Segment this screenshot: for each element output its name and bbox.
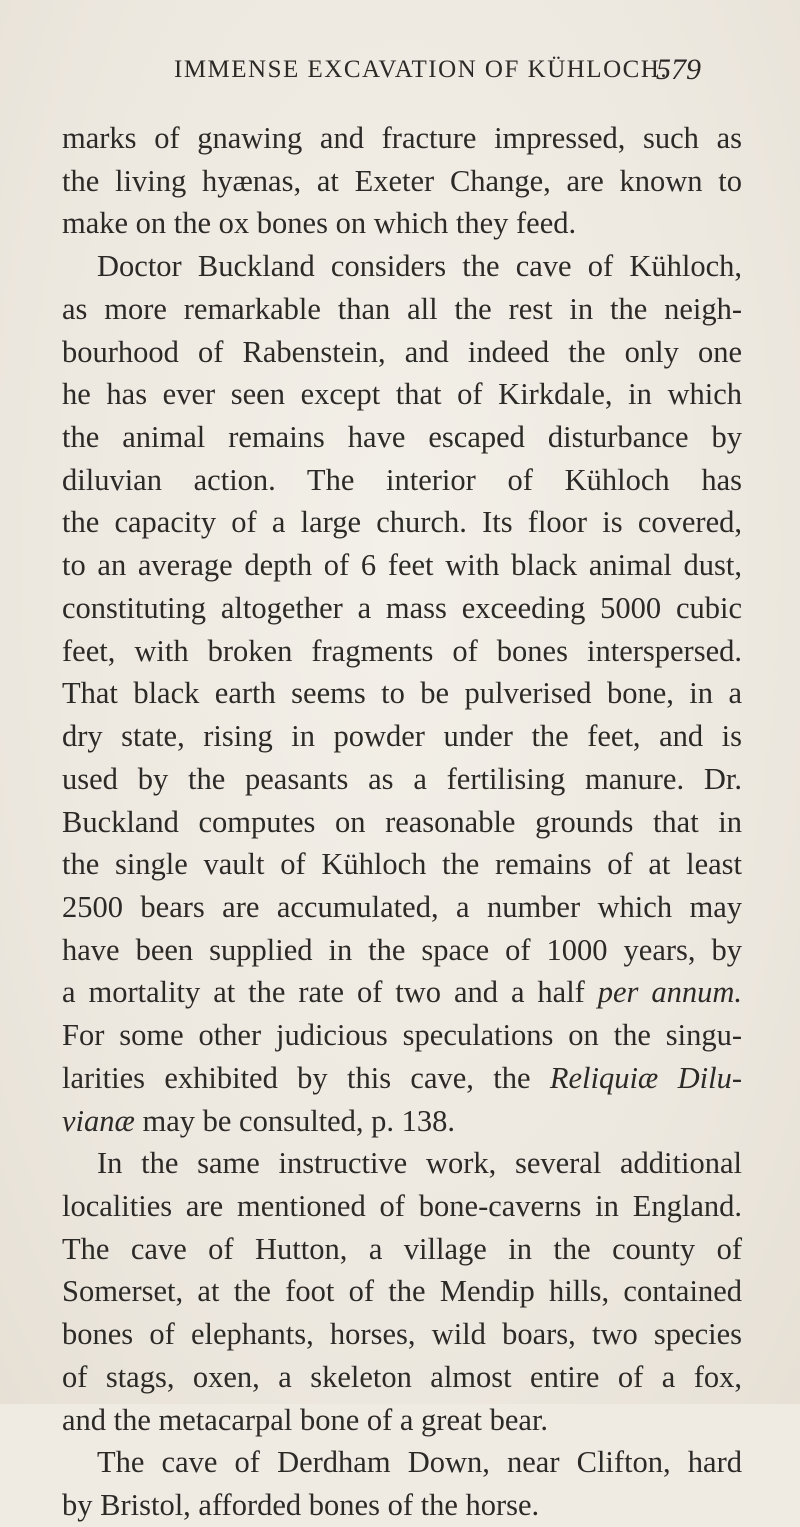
text-line: feet, with broken fragments of bones interspersed. [62,633,742,668]
text-line: dry state, rising in powder under the feet, and is [62,719,742,754]
text-line: the animal remains have escaped disturbance by [62,420,742,455]
text-line: and the metacarpal bone of a great bear. [62,1402,549,1437]
text-line: That black earth seems to be pulverised bone, in a [62,676,742,711]
text-line: In the same instructive work, several additional [97,1146,742,1181]
text-line: of stags, oxen, a skeleton almost entire of a fox, [62,1359,742,1394]
body-text [62,117,742,1527]
text-line: the living hyænas, at Exeter Change, are known to [62,163,742,198]
page-number: 579 [656,53,701,86]
text-run: a mortality at the rate of two and a half [62,975,598,1010]
italic-text: vianæ [62,1103,135,1138]
text-line: to an average depth of 6 feet with black animal dust, [62,548,742,583]
italic-text: Reliquiæ Dilu- [549,1060,742,1095]
text-line: bones of elephants, horses, wild boars, two species [62,1317,742,1352]
text-line: the capacity of a large church. Its floor is covered, [62,505,742,540]
text-run: may be consulted, p. 138. [134,1103,456,1138]
text-line: marks of gnawing and fracture impressed, such as [62,121,742,155]
text-line: have been supplied in the space of 1000 years, by [62,932,742,967]
text-run: larities exhibited by this cave, the [62,1060,550,1095]
text-line: bourhood of Rabenstein, and indeed the only one [62,334,742,369]
running-title: IMMENSE EXCAVATION OF KÜHLOCH. [174,56,669,83]
text-line [62,1100,742,1143]
text-line: localities are mentioned of bone-caverns in England. [62,1188,742,1223]
text-line: Somerset, at the foot of the Mendip hills, contained [62,1274,742,1309]
text-line: For some other judicious speculations on the singu- [62,1018,742,1053]
text-line: as more remarkable than all the rest in the neigh- [62,291,742,326]
text-line [62,1057,742,1100]
italic-text: per annum. [597,975,743,1010]
text-line: 2500 bears are accumulated, a number which may [62,889,742,924]
text-line: the single vault of Kühloch the remains of at least [62,847,742,882]
text-line: by Bristol, afforded bones of the horse. [62,1488,540,1522]
text-line: diluvian action. The interior of Kühloch has [62,462,742,497]
text-line: Buckland computes on reasonable grounds that in [62,804,742,839]
text-line [62,971,742,1014]
running-head [0,53,800,96]
text-line: make on the ox bones on which they feed. [62,206,577,241]
text-line: The cave of Derdham Down, near Clifton, hard [97,1445,742,1480]
text-line: used by the peasants as a fertilising manure. Dr. [62,761,742,796]
text-line: Doctor Buckland considers the cave of Kühloch, [97,249,742,284]
text-line: The cave of Hutton, a village in the county of [62,1231,742,1266]
text-line: constituting altogether a mass exceeding 5000 cubic [62,590,742,625]
text-line: he has ever seen except that of Kirkdale, in which [62,377,742,412]
